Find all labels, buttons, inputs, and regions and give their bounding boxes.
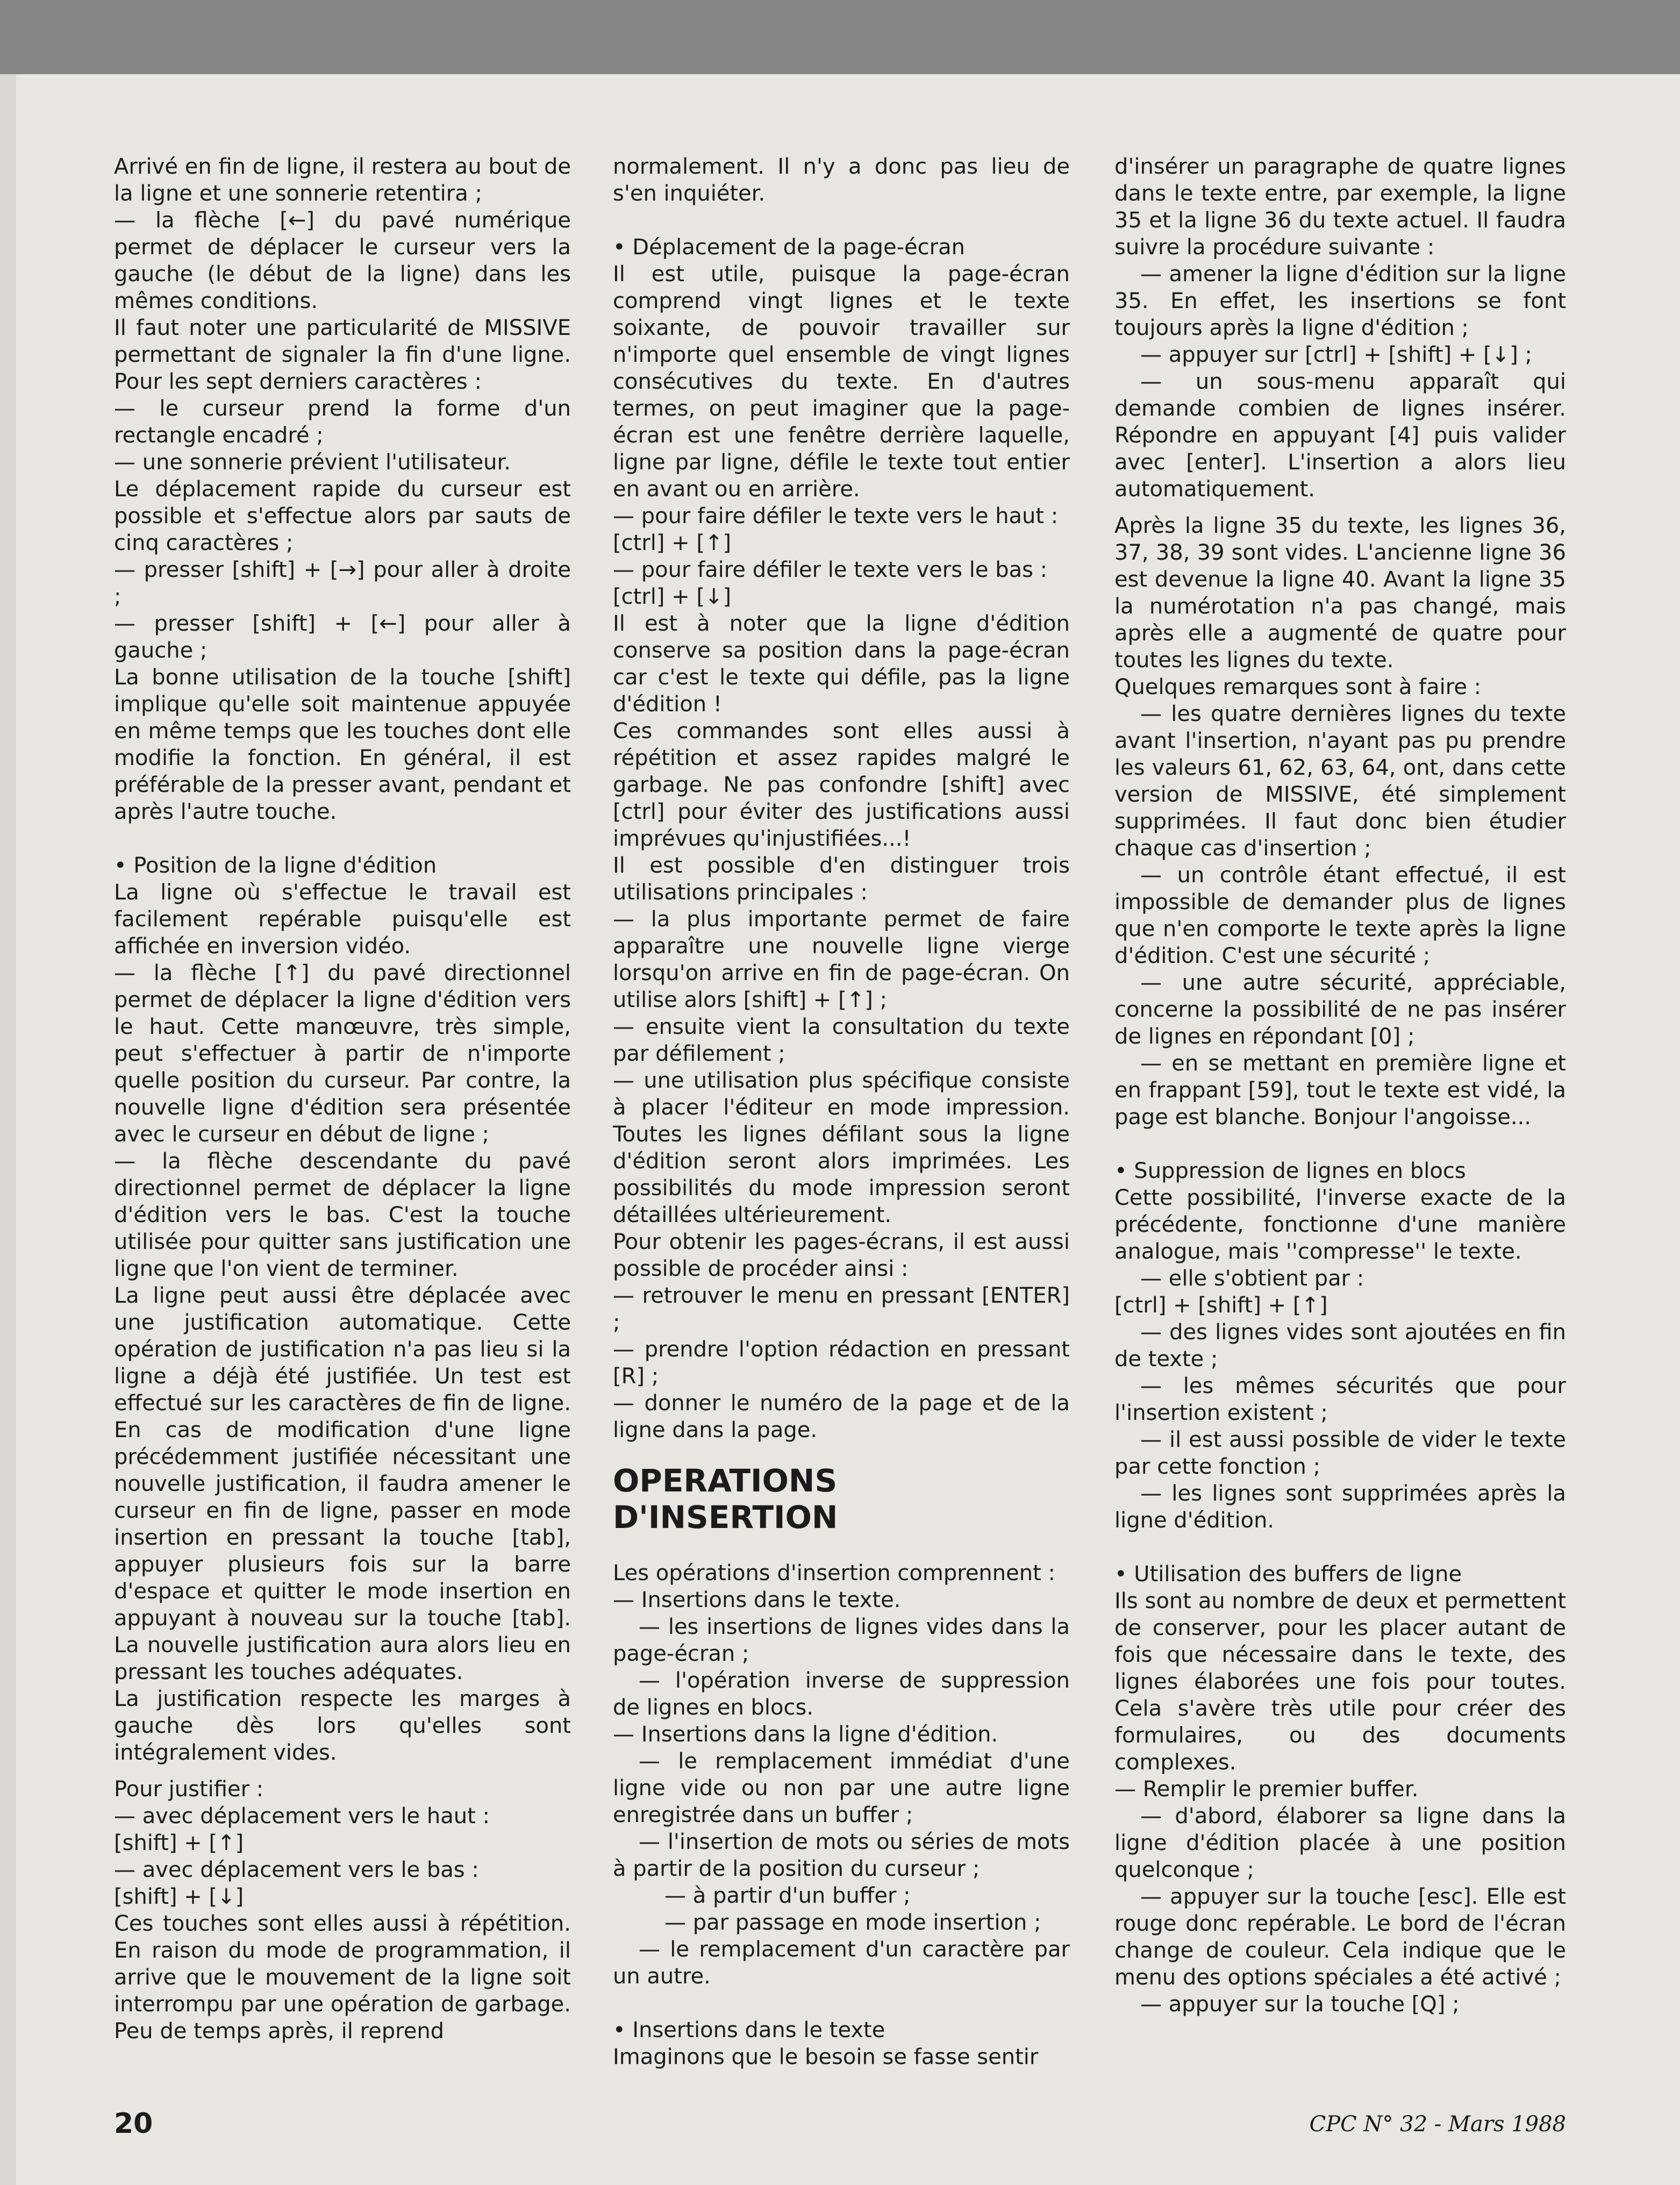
paragraph: — appuyer sur la touche [Q] ; [1140,1992,1460,2017]
paragraph: — la flèche [↑] du pavé directionnel permet de déplacer la ligne d'édition vers le haut. Cette manœuvre, très simple, peut s'effectuer à partir de n'importe quelle position du curseur. Par contre, la nouvelle ligne d'édition sera présentée avec le curseur en début de ligne ; [114,961,571,1147]
paragraph: — prendre l'option rédaction en pressant [R] ; [613,1337,1070,1389]
paragraph: — elle s'obtient par : [1140,1266,1364,1291]
section-subheading: • Insertions dans le texte [613,2018,885,2043]
paragraph: — à partir d'un buffer ; [664,1883,911,1908]
column-1 [114,153,571,2045]
paragraph: — le curseur prend la forme d'un rectangle encadré ; [114,396,571,448]
paragraph: — ensuite vient la consultation du texte par défilement ; [613,1015,1070,1066]
paragraph: Il est à noter que la ligne d'édition conserve sa position dans la page-écran car c'est le texte qui défile, pas la ligne d'édition ! [613,611,1070,717]
paragraph: — appuyer sur la touche [esc]. Elle est rouge donc repérable. Le bord de l'écran change de couleur. Cela indique que le menu des options spéciales a été activé ; [1114,1884,1566,1990]
paragraph: — avec déplacement vers le bas : [114,1858,479,1882]
key-combo: [shift] + [↑] [114,1831,244,1855]
paragraph: — la flèche descendante du pavé directionnel permet de déplacer la ligne d'édition vers le bas. C'est la touche utilisée pour quitter sans justification une ligne que l'on vient de terminer. [114,1149,571,1281]
key-combo: [ctrl] + [shift] + [↑] [1114,1293,1328,1318]
paragraph: — Insertions dans le texte. [613,1588,901,1612]
section-subheading: • Utilisation des buffers de ligne [1114,1562,1462,1587]
paragraph: — amener la ligne d'édition sur la ligne 35. En effet, les insertions se font toujours après la ligne d'édition ; [1114,262,1566,340]
paragraph: — les mêmes sécurités que pour l'insertion existent ; [1114,1374,1566,1425]
paragraph: — Remplir le premier buffer. [1114,1777,1419,1802]
paragraph: Ces touches sont elles aussi à répétition. En raison du mode de programmation, il arrive que le mouvement de la ligne soit interrompu par une opération de garbage. Peu de temps après, il reprend [114,1911,571,2044]
paragraph: — une sonnerie prévient l'utilisateur. [114,450,511,475]
paragraph: normalement. Il n'y a donc pas lieu de s'en inquiéter. [613,154,1070,206]
paragraph: — avec déplacement vers le haut : [114,1804,490,1829]
section-heading: OPERATIONS D'INSERTION [613,1462,838,1536]
paragraph: — le remplacement immédiat d'une ligne vide ou non par une autre ligne enregistrée dans un buffer ; [613,1749,1070,1827]
paragraph: Ils sont au nombre de deux et permettent de conserver, pour les placer autant de fois que nécessaire dans le texte, des lignes élaborées une fois pour toutes. Cela s'avère très utile pour créer des formulaires, ou des documents complexes. [1114,1589,1566,1775]
paragraph: — par passage en mode insertion ; [664,1910,1041,1935]
paragraph: Il est utile, puisque la page-écran comprend vingt lignes et le texte soixante, de pouvoir travailler sur n'importe quel ensemble de vingt lignes consécutives du texte. En d'autres termes, on peut imaginer que la page-écran est une fenêtre derrière laquelle, ligne par ligne, défile le texte tout entier en avant ou en arrière. [613,262,1070,502]
paragraph: — la flèche [←] du pavé numérique permet de déplacer le curseur vers la gauche (le début de la ligne) dans les mêmes conditions. [114,208,571,313]
page-number: 20 [114,2108,153,2140]
paragraph: — une autre sécurité, appréciable, concerne la possibilité de ne pas insérer de lignes en répondant [0] ; [1114,970,1566,1049]
top-band [0,0,1680,74]
paragraph: — une utilisation plus spécifique consiste à placer l'éditeur en mode impression. Toutes les lignes défilant sous la ligne d'édition seront alors imprimées. Les possibilités du mode impression seront détaillées ultérieurement. [613,1068,1070,1227]
paragraph: Après la ligne 35 du texte, les lignes 36, 37, 38, 39 sont vides. L'ancienne ligne 36 est devenue la ligne 40. Avant la ligne 35 la numérotation n'a pas changé, mais après elle a augmenté de quatre pour toutes les lignes du texte. [1114,513,1566,673]
paragraph: — la plus importante permet de faire apparaître une nouvelle ligne vierge lorsqu'on arrive en fin de page-écran. On utilise alors [shift] + [↑] ; [613,907,1070,1012]
paragraph: — les insertions de lignes vides dans la page-écran ; [613,1615,1070,1666]
paragraph: Pour justifier : [114,1777,264,1802]
paragraph: — le remplacement d'un caractère par un autre. [613,1937,1070,1989]
paragraph: — Insertions dans la ligne d'édition. [613,1722,998,1747]
paragraph: — pour faire défiler le texte vers le haut : [613,504,1059,529]
section-subheading: • Position de la ligne d'édition [114,853,437,878]
paragraph: Imaginons que le besoin se fasse sentir [613,2045,1039,2069]
paragraph: — il est aussi possible de vider le texte par cette fonction ; [1114,1427,1566,1479]
paragraph: Il est possible d'en distinguer trois utilisations principales : [613,853,1070,905]
paragraph: Le déplacement rapide du curseur est possible et s'effectue alors par sauts de cinq caractères ; [114,477,571,555]
paragraph: — pour faire défiler le texte vers le bas : [613,558,1048,582]
paragraph: — appuyer sur [ctrl] + [shift] + [↓] ; [1140,342,1532,367]
issue-footer: CPC N° 32 - Mars 1988 [1309,2112,1566,2137]
key-combo: [ctrl] + [↓] [613,584,732,609]
paragraph: — les lignes sont supprimées après la ligne d'édition. [1114,1481,1566,1533]
paragraph: — presser [shift] + [←] pour aller à gauche ; [114,611,571,663]
key-combo: [ctrl] + [↑] [613,531,732,555]
paragraph: Il faut noter une particularité de MISSIVE permettant de signaler la fin d'une ligne. Pour les sept derniers caractères : [114,316,571,394]
paragraph: Quelques remarques sont à faire : [1114,675,1482,699]
paragraph: — d'abord, élaborer sa ligne dans la ligne d'édition placée à une position quelconque ; [1114,1804,1566,1882]
paragraph: — un contrôle étant effectué, il est impossible de demander plus de lignes que n'en comporte le texte après la ligne d'édition. C'est une sécurité ; [1114,863,1566,968]
key-combo: [shift] + [↓] [114,1884,244,1909]
paragraph: La justification respecte les marges à gauche dès lors qu'elles sont intégralement vides. [114,1687,571,1765]
paragraph: — retrouver le menu en pressant [ENTER] ; [613,1283,1070,1335]
section-subheading: • Suppression de lignes en blocs [1114,1159,1466,1183]
paragraph: Les opérations d'insertion comprennent : [613,1561,1055,1586]
paragraph: — les quatre dernières lignes du texte avant l'insertion, n'ayant pas pu prendre les valeurs 61, 62, 63, 64, ont, dans cette version de MISSIVE, été simplement supprimées. Il faut donc bien étudier chaque cas d'insertion ; [1114,702,1566,861]
paragraph: Pour obtenir les pages-écrans, il est aussi possible de procéder ainsi : [613,1230,1070,1281]
paragraph: — donner le numéro de la page et de la ligne dans la page. [613,1391,1070,1443]
paragraph: — l'opération inverse de suppression de lignes en blocs. [613,1668,1070,1720]
paragraph: — un sous-menu apparaît qui demande combien de lignes insérer. Répondre en appuyant [4] puis valider avec [enter]. L'insertion a alors lieu automatiquement. [1114,369,1566,502]
paragraph: La bonne utilisation de la touche [shift] implique qu'elle soit maintenue appuyée en même temps que les touches dont elle modifie la fonction. En général, il est préférable de la presser avant, pendant et après l'autre touche. [114,665,571,824]
paragraph: — presser [shift] + [→] pour aller à droite ; [114,558,571,609]
paragraph: — des lignes vides sont ajoutées en fin de texte ; [1114,1320,1566,1372]
paragraph: Cette possibilité, l'inverse exacte de la précédente, fonctionne d'une manière analogue, mais ''compresse'' le texte. [1114,1186,1566,1264]
paragraph: d'insérer un paragraphe de quatre lignes dans le texte entre, par exemple, la ligne 35 et la ligne 36 du texte actuel. Il faudra suivre la procédure suivante : [1114,154,1566,260]
paragraph: — en se mettant en première ligne et en frappant [59], tout le texte est vidé, la page est blanche. Bonjour l'angoisse... [1114,1051,1566,1130]
paragraph: Ces commandes sont elles aussi à répétition et assez rapides malgré le garbage. Ne pas confondre [shift] avec [ctrl] pour éviter des justifications aussi imprévues qu'injustifiées...! [613,719,1070,851]
column-3 [1114,153,1566,2018]
paragraph: — l'insertion de mots ou séries de mots à partir de la position du curseur ; [613,1830,1070,1881]
paragraph: La ligne où s'effectue le travail est facilement repérable puisqu'elle est affichée en inversion vidéo. [114,880,571,959]
paragraph: Arrivé en fin de ligne, il restera au bout de la ligne et une sonnerie retentira ; [114,154,571,206]
section-subheading: • Déplacement de la page-écran [613,235,965,260]
column-2 [613,153,1070,2070]
paragraph: La ligne peut aussi être déplacée avec une justification automatique. Cette opération de justification n'a pas lieu si la ligne a déjà été justifiée. Un test est effectué sur les caractères de fin de ligne. En cas de modification d'une ligne précédemment justifiée nécessitant une nouvelle justification, il faudra amener le curseur en fin de ligne, passer en mode insertion en pressant la touche [tab], appuyer plusieurs fois sur la barre d'espace et quitter le mode insertion en appuyant à nouveau sur la touche [tab]. La nouvelle justification aura alors lieu en pressant les touches adéquates. [114,1283,571,1684]
